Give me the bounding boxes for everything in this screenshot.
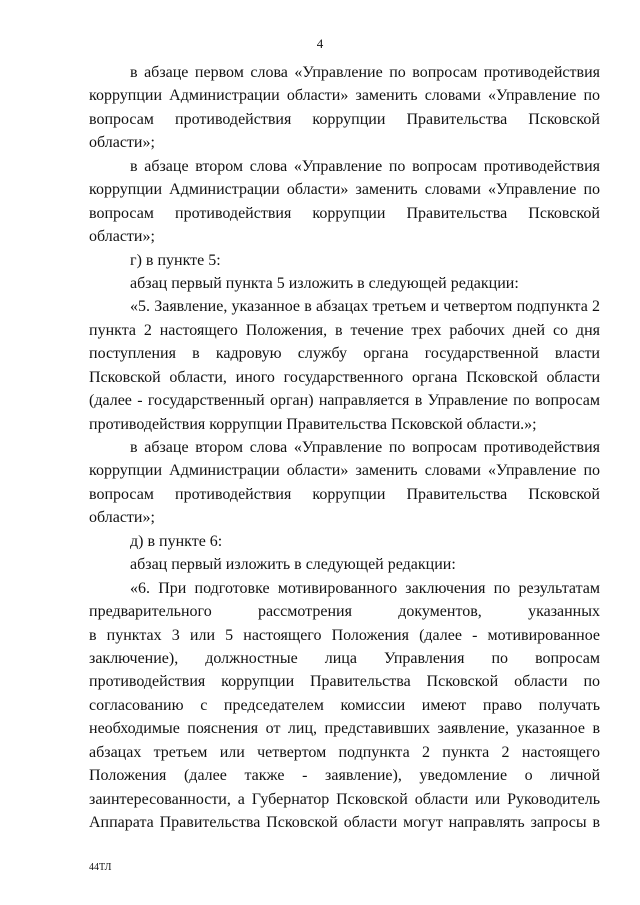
text-line: коррупции Администрации области» заменить словами «Управление по	[89, 87, 600, 105]
text-line: абзац первый изложить в следующей редакции:	[130, 556, 456, 574]
text-line: в абзаце первом слова «Управление по вопросам противодействия	[130, 64, 600, 81]
text-line: Положения (далее также - заявление), уведомление о личной	[89, 767, 600, 785]
text-line: в пунктах 3 или 5 настоящего Положения (далее - мотивированное	[89, 626, 600, 644]
text-line: коррупции Администрации области» заменить словами «Управление по	[89, 181, 600, 199]
text-line: заинтересованности, а Губернатор Псковской области или Руководитель	[89, 790, 600, 808]
document-body	[89, 61, 600, 834]
text-line: области»;	[89, 509, 155, 527]
text-line: д) в пункте 6:	[130, 532, 223, 550]
page-number: 4	[316, 36, 324, 51]
text-line: в абзаце втором слова «Управление по вопросам противодействия	[130, 439, 600, 456]
text-line: Псковской области, иного государственного органа Псковской области	[89, 368, 600, 386]
text-line: вопросам противодействия коррупции Правительства Псковской	[89, 204, 600, 222]
footer-code: 44ТЛ	[89, 862, 112, 873]
text-line: абзацах третьем или четвертом подпункта 2 пункта 2 настоящего	[89, 743, 600, 761]
text-line: поступления в кадровую службу органа государственной власти	[89, 345, 600, 363]
text-line: согласованию с председателем комиссии имеют право получать	[89, 696, 600, 714]
text-line: г) в пункте 5:	[130, 251, 221, 269]
text-line: области»;	[89, 134, 155, 152]
text-line: необходимые пояснения от лиц, представивших заявление, указанное в	[89, 720, 600, 738]
text-line: абзац первый пункта 5 изложить в следующей редакции:	[130, 274, 519, 292]
text-line: (далее - государственный орган) направляется в Управление по вопросам	[89, 392, 600, 410]
text-line: Аппарата Правительства Псковской области могут направлять запросы в	[89, 814, 600, 831]
text-line: «6. При подготовке мотивированного заключения по результатам	[130, 579, 600, 597]
text-line: области»;	[89, 228, 155, 246]
text-line: предварительного рассмотрения документов, указанных	[89, 603, 600, 621]
text-line: вопросам противодействия коррупции Правительства Псковской	[89, 485, 600, 503]
text-line: в абзаце втором слова «Управление по вопросам противодействия	[130, 157, 600, 175]
text-line: противодействия коррупции Правительства Псковской области.»;	[89, 415, 537, 433]
text-line: заключение), должностные лица Управления по вопросам	[89, 649, 600, 667]
text-line: коррупции Администрации области» заменить словами «Управление по	[89, 462, 600, 480]
text-line: пункта 2 настоящего Положения, в течение трех рабочих дней со дня	[89, 321, 600, 339]
text-line: вопросам противодействия коррупции Правительства Псковской	[89, 110, 600, 128]
text-line: «5. Заявление, указанное в абзацах третьем и четвертом подпункта 2	[130, 298, 600, 316]
text-line: противодействия коррупции Правительства Псковской области по	[89, 673, 600, 691]
